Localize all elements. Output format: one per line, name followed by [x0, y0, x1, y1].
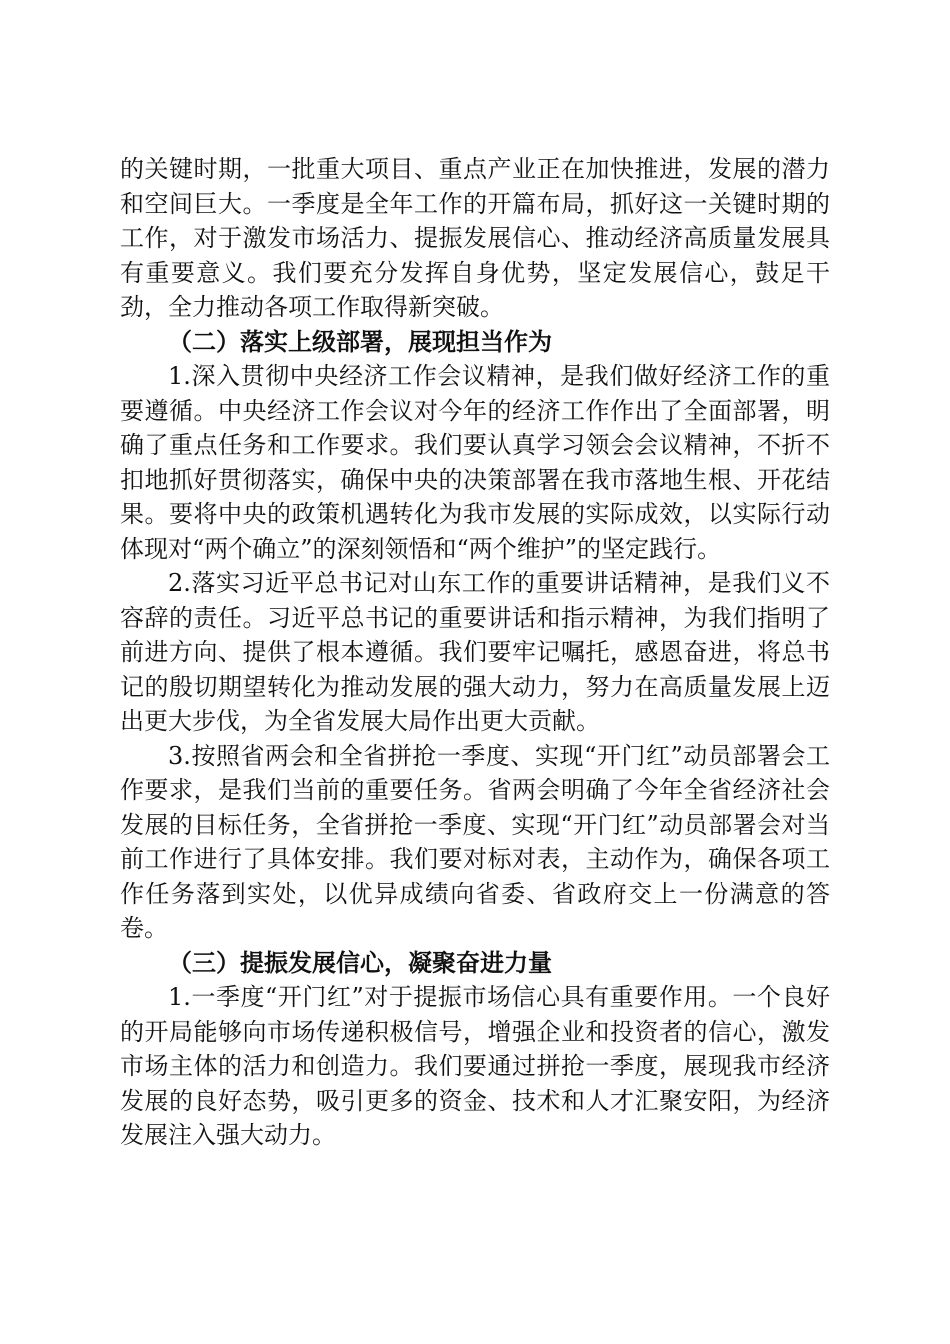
section-heading-2: （二）落实上级部署，展现担当作为 — [168, 326, 552, 356]
document-page — [120, 152, 830, 1153]
section-heading-3: （三）提振发展信心，凝聚奋进力量 — [168, 947, 552, 977]
paragraph-2-3: 3.按照省两会和全省拼抢一季度、实现“开门红”动员部署会工作要求，是我们当前的重要任务。省两会明确了今年全省经济社会发展的目标任务，全省拼抢一季度、实现“开门红”动员部署会对当前工作进行了具体安排。我们要对标对表，主动作为，确保各项工作任务落到实处，以优异成绩向省委、省政府交上一份满意的答卷。 — [120, 741, 830, 942]
paragraph-intro-continued: 的关键时期，一批重大项目、重点产业正在加快推进，发展的潜力和空间巨大。一季度是全年工作的开篇布局，抓好这一关键时期的工作，对于激发市场活力、提振发展信心、推动经济高质量发展具有重要意义。我们要充分发挥自身优势，坚定发展信心，鼓足干劲，全力推动各项工作取得新突破。 — [120, 155, 830, 321]
paragraph-3-1: 1.一季度“开门红”对于提振市场信心具有重要作用。一个良好的开局能够向市场传递积极信号，增强企业和投资者的信心，激发市场主体的活力和创造力。我们要通过拼抢一季度，展现我市经济发展的良好态势，吸引更多的资金、技术和人才汇聚安阳，为经济发展注入强大动力。 — [120, 983, 830, 1149]
paragraph-2-1: 1.深入贯彻中央经济工作会议精神，是我们做好经济工作的重要遵循。中央经济工作会议对今年的经济工作作出了全面部署，明确了重点任务和工作要求。我们要认真学习领会会议精神，不折不扣地抓好贯彻落实，确保中央的决策部署在我市落地生根、开花结果。要将中央的政策机遇转化为我市发展的实际成效，以实际行动体现对“两个确立”的深刻领悟和“两个维护”的坚定践行。 — [120, 362, 830, 563]
paragraph-2-2: 2.落实习近平总书记对山东工作的重要讲话精神，是我们义不容辞的责任。习近平总书记的重要讲话和指示精神，为我们指明了前进方向、提供了根本遵循。我们要牢记嘱托，感恩奋进，将总书记的殷切期望转化为推动发展的强大动力，努力在高质量发展上迈出更大步伐，为全省发展大局作出更大贡献。 — [120, 569, 830, 735]
